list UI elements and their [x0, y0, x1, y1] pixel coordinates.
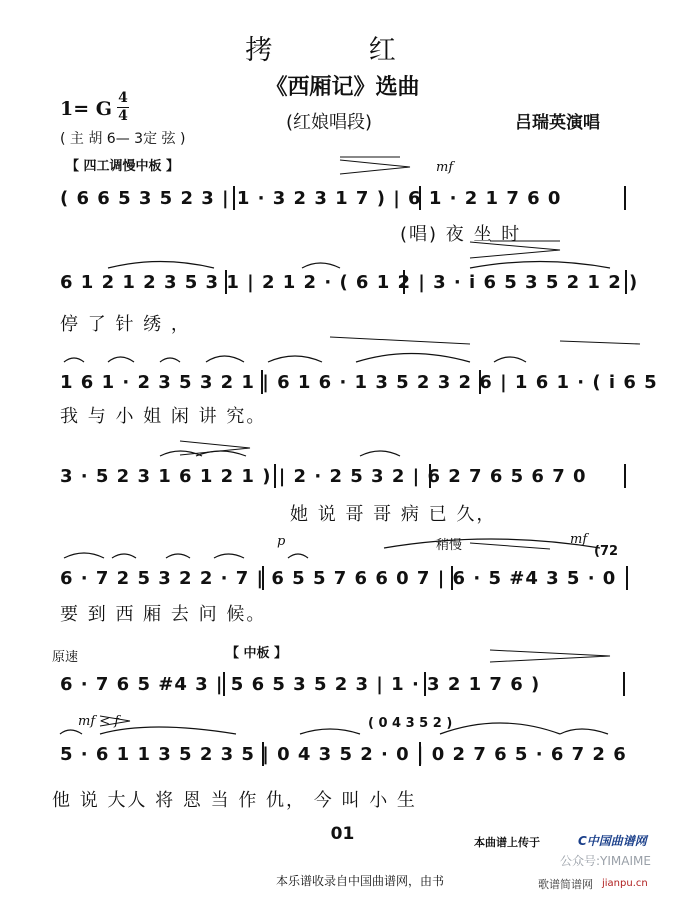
song-title: 拷 红 [245, 35, 440, 66]
watermark-account: 公众号:YIMAIME [560, 854, 651, 868]
system-5-dynamic-mf: mf [570, 532, 588, 547]
system-3-notes: 1 6 1 · 2 3 5 3 2 1 | 6 1 6 · 1 3 5 2 3 2 6 | 1 6 1 · ( i 6 5 [60, 372, 658, 393]
role-label: (红娘唱段) [286, 112, 373, 133]
meter-top: 4 [118, 90, 128, 106]
system-7-dynamic: mf < f [78, 714, 120, 729]
system-5-tempo-slow: 稍慢 [436, 538, 463, 553]
system-6-tempo-section: 【 中板 】 [226, 646, 288, 661]
system-6-notes: 6 · 7 6 5 #4 3 | 5 6 5 3 5 2 3 | 1 · 3 2 1 7 6 ) [60, 674, 541, 695]
system-4-notes: 3 · 5 2 3 1 6 1 2 1 ) | 2 · 2 5 3 2 | 6 2 7 6 5 6 7 0 [60, 466, 587, 487]
time-signature [116, 90, 130, 125]
system-7-lyrics: 他 说 大人 将 恩 当 作 仇， 今 叫 小 生 [52, 790, 417, 811]
key-signature: 1= G [60, 98, 112, 120]
system-5-notes: 6 · 7 2 5 3 2 2 · 7 | 6 5 5 7 6 6 0 7 | 6 · 5 #4 3 5 · 0 [60, 568, 617, 589]
site-logo[interactable]: C中国曲谱网 [578, 834, 647, 848]
watermark-site-name: 歌谱简谱网 [538, 878, 593, 891]
system-5-lyrics: 要 到 西 厢 去 问 候。 [60, 604, 267, 625]
system-7-notes: 5 · 6 1 1 3 5 2 3 5 | 0 4 3 5 2 · 0 | 0 2 7 6 5 · 6 7 2 6 [60, 744, 627, 765]
system-1-notes: ( 6 6 5 3 5 2 3 | 1 · 3 2 3 1 7 ) | 6 1 · 2 1 7 6 0 [60, 188, 562, 209]
system-6-tempo-original: 原速 [52, 650, 79, 665]
system-5-bracket-note: (72 [594, 544, 619, 559]
page-number: 01 [330, 824, 355, 844]
source-note: 本乐谱收录自中国曲谱网，由书 [276, 874, 445, 888]
tempo-marking: 【 四工调慢中板 】 [66, 159, 180, 174]
singer-label: 吕瑞英演唱 [515, 113, 600, 133]
upload-note: 本曲谱上传于 [474, 836, 540, 849]
watermark-url: jianpu.cn [602, 878, 648, 889]
song-subtitle: 《西厢记》选曲 [265, 75, 420, 100]
system-5-dynamic-p: p [277, 534, 286, 549]
system-2-lyrics: 停 了 针 绣 ， [60, 314, 191, 335]
system-1-lyrics: (唱) 夜 坐 时 [400, 224, 522, 245]
system-3-lyrics: 我 与 小 姐 闲 讲 究。 [60, 406, 267, 427]
meter-bottom: 4 [118, 108, 128, 124]
system-7-lead-in: ( 0 4 3 5 2 ) [368, 716, 453, 731]
tuning-note: ( 主 胡 6— 3定 弦 ) [60, 131, 186, 147]
system-4-lyrics: 她 说 哥 哥 病 已 久， [290, 504, 497, 525]
system-2-notes: 6 1 2 1 2 3 5 3 1 | 2 1 2 · ( 6 1 2 | 3 · i 6 5 3 5 2 1 2 ) [60, 272, 639, 293]
system-1-dynamic: mf [436, 160, 454, 175]
